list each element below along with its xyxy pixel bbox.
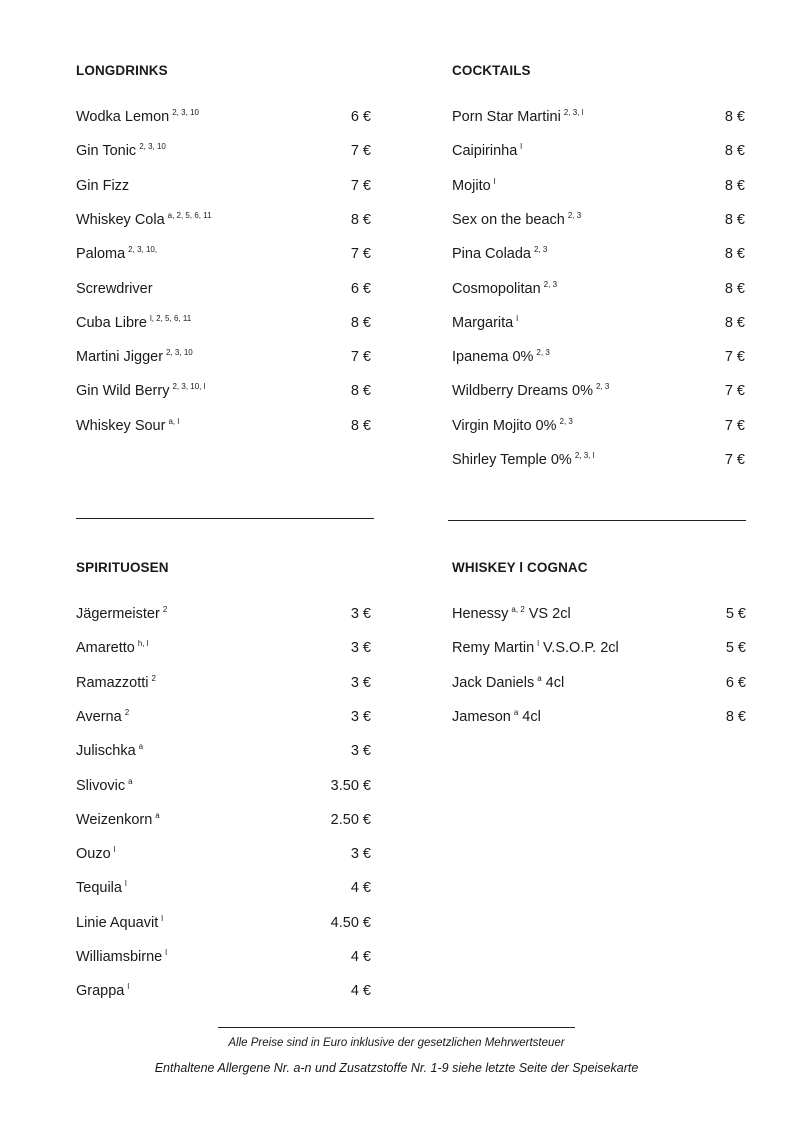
item-price: 3.50 € [330,777,371,794]
item-name [76,313,191,333]
section-whiskey-cognac [452,560,746,740]
item-label: Linie Aquavit [76,914,159,931]
item-price: 3 € [350,743,371,760]
item-price: 3 € [350,606,371,622]
item-price: 5 € [725,640,746,657]
item-label: Gin Tonic [76,143,137,160]
item-price: 7 € [350,177,371,194]
footer-divider [218,1027,575,1028]
item-price: 7 € [724,452,745,468]
menu-item [76,107,371,127]
menu-item [76,776,371,796]
allergen-codes: h, l [137,639,149,649]
menu-item [452,176,745,196]
item-price: 6 € [350,280,371,297]
allergen-codes: 2, 3, 10, l [172,382,206,392]
allergen-codes: a [513,707,519,717]
allergen-codes: 2, 3 [534,245,548,255]
allergen-codes: l [113,845,116,855]
menu-item [76,673,371,693]
allergen-codes: l, 2, 5, 6, 11 [149,313,192,323]
allergen-codes: l [493,176,496,186]
section-title: WHISKEY l COGNAC [452,560,588,575]
item-name [452,347,550,367]
item-price: 3 € [350,674,371,691]
menu-item [76,279,371,299]
item-name [76,176,129,196]
item-size: 4cl [545,674,565,691]
item-name [76,947,167,967]
item-name [452,244,547,264]
item-name [76,416,179,436]
item-price: 7 € [350,246,371,263]
menu-item [452,416,745,436]
item-name [76,638,149,658]
menu-item [452,141,745,161]
item-price: 8 € [724,211,745,228]
item-price: 2.50 € [330,811,371,828]
item-name [76,107,199,127]
item-label: Averna [76,708,122,725]
item-price: 7 € [724,349,745,366]
item-label: Wodka Lemon [76,109,170,125]
item-name [76,604,167,624]
item-label: Porn Star Martini [452,109,561,125]
section-title: LONGDRINKS [76,63,168,78]
allergen-codes: 2, 3 [596,382,610,392]
item-label: Jack Daniels [452,674,535,691]
item-name [76,244,157,264]
item-label: Tequila [76,880,122,897]
allergen-codes: a [128,776,133,786]
item-price: 3 € [350,708,371,725]
item-price: 4 € [350,983,371,1000]
item-name [76,913,163,933]
allergen-note: Enthaltene Allergene Nr. a-n und Zusatzstoffe Nr. 1-9 siehe letzte Seite der Speisekarte [154,1061,639,1075]
allergen-codes: l [537,639,539,649]
item-price: 7 € [724,383,745,400]
divider-left [76,518,374,519]
item-name [76,141,166,161]
allergen-codes: 2, 3, 10 [172,108,199,117]
allergen-codes: 2, 3, l [574,451,595,460]
item-name [76,810,160,830]
menu-item [452,604,746,624]
menu-item [452,279,745,299]
item-label: Whiskey Sour [76,417,166,434]
item-size: 4cl [522,708,541,725]
item-size: V.S.O.P. 2cl [542,640,619,657]
item-label: Jameson [452,708,511,725]
item-name [452,638,619,658]
menu-item [76,981,371,1001]
item-label: Julischka [76,743,136,760]
price-note: Alle Preise sind in Euro inklusive der gesetzlichen Mehrwertsteuer [228,1037,565,1049]
item-label: Grappa [76,983,125,1000]
allergen-codes: l [127,982,130,992]
item-price: 8 € [725,708,746,725]
section-title: SPIRITUOSEN [76,560,169,575]
menu-item [452,707,746,727]
menu-item [76,347,371,367]
menu-item [76,947,371,967]
allergen-codes: 2 [162,605,168,614]
item-price: 8 € [350,383,371,400]
section-longdrinks [76,63,371,443]
allergen-codes: 2, 3, 10, [128,245,158,255]
allergen-codes: 2, 3 [559,416,573,426]
item-label: Amaretto [76,640,135,657]
item-price: 8 € [724,109,745,125]
item-name [452,416,573,436]
item-price: 8 € [350,314,371,331]
item-price: 8 € [724,280,745,297]
item-name [76,844,115,864]
item-label: Ipanema 0% [452,349,534,366]
item-price: 7 € [350,143,371,160]
divider-right [448,520,746,521]
section-title: COCKTAILS [452,63,531,78]
menu-item [76,638,371,658]
allergen-codes: 2, 3 [536,348,550,358]
item-name [452,381,609,401]
item-price: 8 € [350,417,371,434]
item-name [452,313,518,333]
allergen-codes: 2 [124,707,130,717]
allergen-codes: l [516,313,519,323]
menu-item [76,381,371,401]
menu-item [452,210,745,230]
allergen-codes: 2, 3 [543,279,558,289]
allergen-codes: 2, 3, 10 [166,348,193,358]
item-label: Gin Wild Berry [76,383,170,400]
item-label: Ouzo [76,846,111,863]
item-label: Pina Colada [452,246,531,263]
item-price: 6 € [350,109,371,125]
allergen-codes: a, 2 [511,605,525,614]
menu-item [452,381,745,401]
menu-item [76,176,371,196]
allergen-codes: a, 2, 5, 6, 11 [167,210,212,220]
item-name [452,673,564,693]
item-name [452,450,594,470]
allergen-codes: a [138,742,144,752]
menu-item [452,638,746,658]
item-price: 8 € [350,211,371,228]
menu-item [76,416,371,436]
item-label: Cuba Libre [76,314,147,331]
menu-item [76,604,371,624]
menu-item [76,707,371,727]
allergen-codes: 2, 3, 10 [139,142,166,152]
allergen-codes: l [124,879,127,889]
item-price: 8 € [724,314,745,331]
item-label: Jägermeister [76,606,160,622]
item-label: Whiskey Cola [76,211,165,228]
section-cocktails [452,63,745,483]
item-price: 4 € [350,880,371,897]
item-label: Paloma [76,246,126,263]
menu-item [452,313,745,333]
menu-item [76,210,371,230]
item-name [76,381,205,401]
allergen-codes: a [155,810,160,820]
item-label: Remy Martin [452,640,535,657]
item-label: Screwdriver [76,280,153,297]
allergen-codes: l [520,142,523,152]
item-label: Williamsbirne [76,949,163,965]
menu-item [76,141,371,161]
item-price: 8 € [724,177,745,194]
item-name [76,707,129,727]
allergen-codes: 2, 3, l [563,108,584,117]
item-label: Henessy [452,606,509,622]
menu-item [76,741,371,761]
item-label: Virgin Mojito 0% [452,417,557,434]
item-name [76,776,133,796]
menu-item [76,810,371,830]
menu-item [76,878,371,898]
item-price: 6 € [725,674,746,691]
item-name [76,673,156,693]
item-label: Mojito [452,177,491,194]
menu-item [76,313,371,333]
allergen-codes: a, l [168,416,180,426]
item-name [76,878,127,898]
menu-item [452,673,746,693]
allergen-codes: 2, 3 [567,210,582,220]
item-label: Margarita [452,314,514,331]
item-price: 8 € [724,143,745,160]
menu-item [452,107,745,127]
item-label: Wildberry Dreams 0% [452,383,593,400]
allergen-codes: l [165,948,167,957]
menu-item [76,244,371,264]
item-name [452,141,522,161]
item-name [452,176,495,196]
item-label: Shirley Temple 0% [452,452,572,468]
item-name [452,707,541,727]
item-price: 4.50 € [330,914,371,931]
item-name [76,741,143,761]
item-size: VS 2cl [528,606,571,622]
item-label: Slivovic [76,777,126,794]
item-label: Cosmopolitan [452,280,541,297]
menu-item [76,913,371,933]
item-price: 7 € [724,417,745,434]
item-price: 5 € [725,606,746,622]
item-label: Caipirinha [452,143,518,160]
item-price: 4 € [350,949,371,965]
item-price: 8 € [724,246,745,263]
item-name [452,604,571,624]
item-name [76,347,193,367]
item-name [76,981,129,1001]
allergen-codes: a [537,673,542,683]
menu-item [452,347,745,367]
item-label: Martini Jigger [76,349,164,366]
item-price: 7 € [350,349,371,366]
menu-item [452,450,745,470]
menu-item [452,244,745,264]
section-spirituosen [76,560,371,1010]
item-name [76,279,153,299]
item-name [452,107,583,127]
allergen-codes: l [161,913,164,923]
item-label: Weizenkorn [76,811,153,828]
allergen-codes: 2 [151,673,156,683]
menu-item [76,844,371,864]
item-price: 3 € [350,846,371,863]
item-name [76,210,212,230]
item-name [452,210,581,230]
item-label: Gin Fizz [76,177,130,194]
item-price: 3 € [350,640,371,657]
item-label: Sex on the beach [452,211,565,228]
item-label: Ramazzotti [76,674,149,691]
item-name [452,279,557,299]
